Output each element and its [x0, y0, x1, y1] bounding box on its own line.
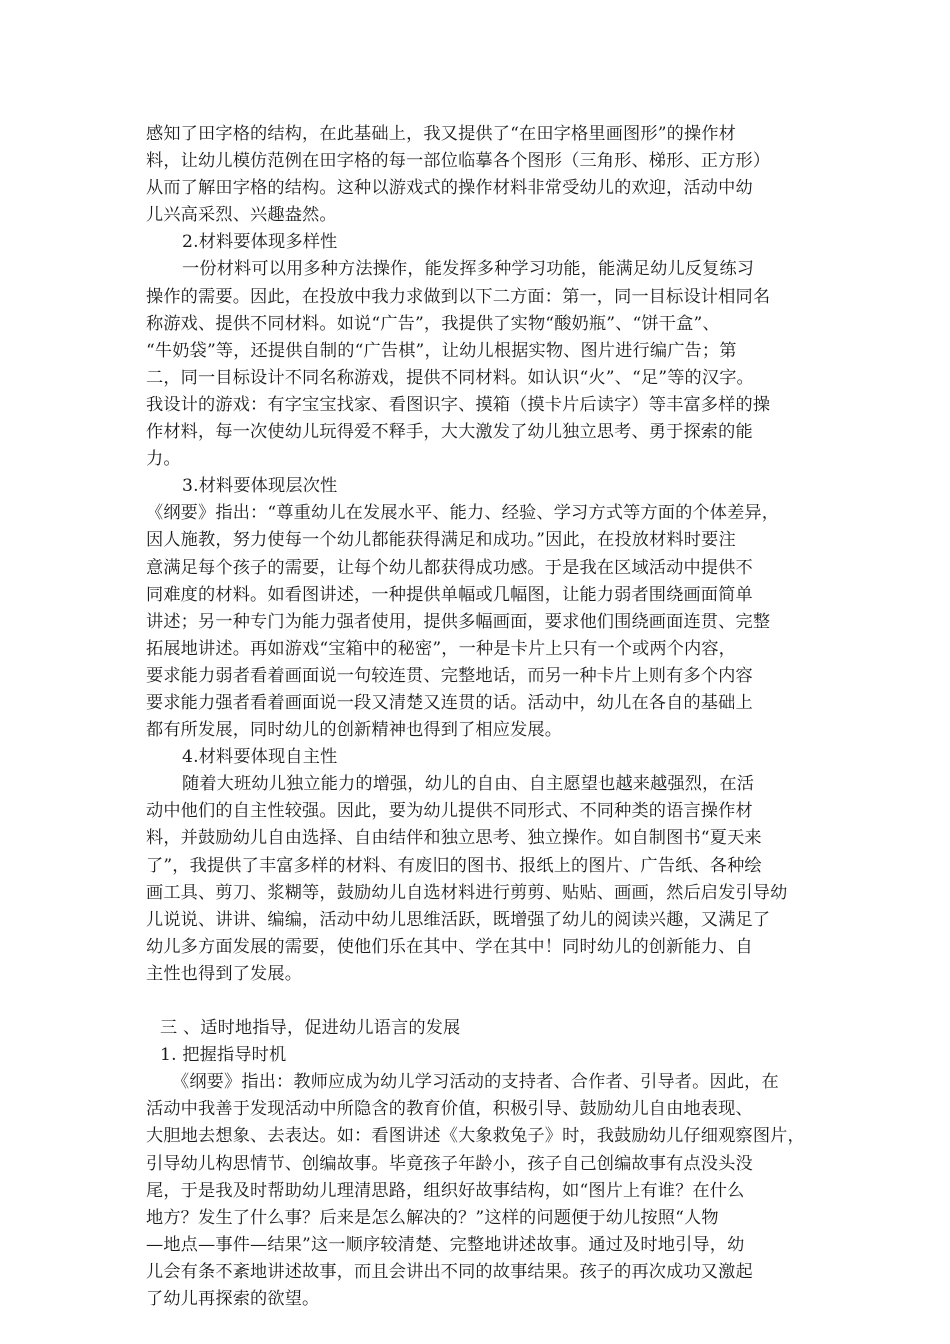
text-line: 料，让幼儿模仿范例在田字格的每一部位临摹各个图形（三角形、梯形、正方形）: [146, 151, 771, 172]
text-line: 画工具、剪刀、浆糊等，鼓励幼儿自选材料进行剪剪、贴贴、画画，然后启发引导幼: [146, 882, 788, 903]
text-line: 感知了田字格的结构，在此基础上，我又提供了“在田字格里画图形”的操作材: [146, 124, 737, 144]
text-line: 儿说说、讲讲、编编，活动中幼儿思维活跃，既增强了幼儿的阅读兴趣，又满足了: [146, 909, 771, 930]
text-line: 同难度的材料。如看图讲述，一种提供单幅或几幅图，让能力弱者围绕画面简单: [146, 584, 753, 605]
text-line: 1. 把握指导时机: [160, 1045, 287, 1066]
text-line: 主性也得到了发展。: [146, 963, 303, 984]
blank-line: [146, 988, 810, 1015]
text-line: —地点—事件—结果”这一顺序较清楚、完整地讲述故事。通过及时地引导，幼: [146, 1234, 745, 1255]
text-line: 拓展地讲述。再如游戏“宝箱中的秘密”，一种是卡片上只有一个或两个内容，: [146, 638, 737, 659]
text-line: 3.材料要体现层次性: [182, 476, 338, 497]
text-line: 二，同一目标设计不同名称游戏，提供不同材料。如认识“火”、“足”等的汉字。: [146, 367, 754, 388]
text-line: 动中他们的自主性较强。因此，要为幼儿提供不同形式、不同种类的语言操作材: [146, 801, 753, 822]
text-line: 要求能力弱者看着画面说一句较连贯、完整地话，而另一种卡片上则有多个内容: [146, 665, 753, 686]
document-page: [146, 121, 810, 1313]
text-line: 活动中我善于发现活动中所隐含的教育价值，积极引导、鼓励幼儿自由地表现、: [146, 1099, 753, 1120]
text-line: 因人施教，努力使每一个幼儿都能获得满足和成功。”因此，在投放材料时要注: [146, 530, 736, 551]
text-line: 称游戏、提供不同材料。如说“广告”，我提供了实物“酸奶瓶”、“饼干盒”、: [146, 313, 720, 334]
text-line: 《纲要》指出：“尊重幼儿在发展水平、能力、经验、学习方式等方面的个体差异，: [146, 503, 780, 524]
text-line: 我设计的游戏：有字宝宝找家、看图识字、摸箱（摸卡片后读字）等丰富多样的操: [146, 394, 771, 415]
text-line: 儿会有条不紊地讲述故事，而且会讲出不同的故事结果。孩子的再次成功又激起: [146, 1261, 753, 1282]
text-line: 《纲要》指出：教师应成为幼儿学习活动的支持者、合作者、引导者。因此，在: [172, 1072, 779, 1093]
text-line: 一份材料可以用多种方法操作，能发挥多种学习功能，能满足幼儿反复练习: [182, 259, 755, 280]
text-line: “牛奶袋”等，还提供自制的“广告棋”，让幼儿根据实物、图片进行编广告；第: [146, 340, 737, 361]
text-line: 尾，于是我及时帮助幼儿理清思路，组织好故事结构，如“图片上有谁？在什么: [146, 1180, 745, 1201]
text-line: 操作的需要。因此，在投放中我力求做到以下二方面：第一，同一目标设计相同名: [146, 286, 771, 307]
text-line: 引导幼儿构思情节、创编故事。毕竟孩子年龄小，孩子自己创编故事有点没头没: [146, 1153, 753, 1174]
text-line: 2.材料要体现多样性: [182, 232, 338, 253]
text-line: 地方？发生了什么事？后来是怎么解决的？”这样的问题便于幼儿按照“人物: [146, 1207, 719, 1228]
text-line: 三 、适时地指导，促进幼儿语言的发展: [160, 1018, 461, 1039]
text-line: 作材料，每一次使幼儿玩得爱不释手，大大激发了幼儿独立思考、勇于探索的能: [146, 422, 753, 443]
text-line: 从而了解田字格的结构。这种以游戏式的操作材料非常受幼儿的欢迎，活动中幼: [146, 178, 753, 199]
text-line: 料，并鼓励幼儿自由选择、自由结伴和独立思考、独立操作。如自制图书“夏天来: [146, 828, 762, 849]
text-line: 要求能力强者看着画面说一段又清楚又连贯的话。活动中，幼儿在各自的基础上: [146, 692, 753, 713]
text-line: 随着大班幼儿独立能力的增强，幼儿的自由、自主愿望也越来越强烈，在活: [182, 774, 755, 795]
text-line: 幼儿多方面发展的需要，使他们乐在其中、学在其中！同时幼儿的创新能力、自: [146, 936, 753, 957]
text-line: 意满足每个孩子的需要，让每个幼儿都获得成功感。于是我在区域活动中提供不: [146, 557, 753, 578]
text-line: 儿兴高采烈、兴趣盎然。: [146, 205, 337, 226]
text-line: 了幼儿再探索的欲望。: [146, 1289, 320, 1310]
text-line: 了”，我提供了丰富多样的材料、有废旧的图书、报纸上的图片、广告纸、各种绘: [146, 855, 762, 876]
text-line: 都有所发展，同时幼儿的创新精神也得到了相应发展。: [146, 720, 563, 741]
text-line: 力。: [146, 449, 181, 470]
text-line: 大胆地去想象、去表达。如：看图讲述《大象救兔子》时，我鼓励幼儿仔细观察图片，: [146, 1126, 805, 1147]
text-line: 4.材料要体现自主性: [182, 747, 338, 768]
text-line: 讲述；另一种专门为能力强者使用，提供多幅画面，要求他们围绕画面连贯、完整: [146, 611, 771, 632]
